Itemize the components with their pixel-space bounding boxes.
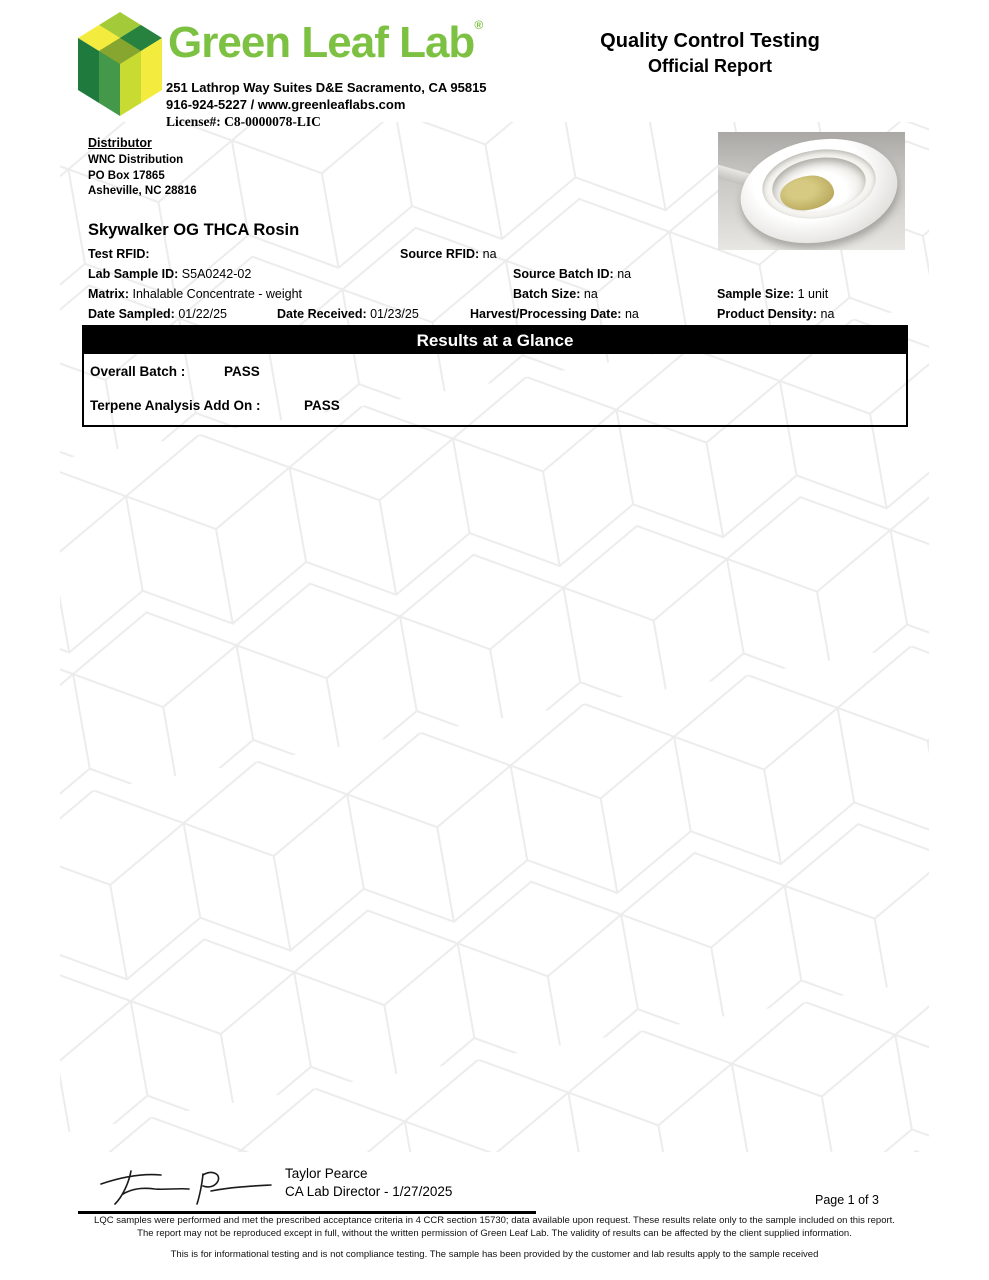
field-lab-sample-id: Lab Sample ID: S5A0242-02 (88, 267, 252, 281)
distributor-block (88, 136, 197, 200)
page-number: Page 1 of 3 (815, 1193, 879, 1207)
sample-photo (718, 132, 905, 250)
report-title (545, 28, 875, 78)
signatory-title: CA Lab Director - 1/27/2025 (285, 1184, 453, 1199)
terpene-addon-result: PASS (304, 398, 340, 413)
results-header-bar: Results at a Glance (84, 327, 906, 354)
registered-mark: ® (474, 18, 484, 32)
distributor-address1: PO Box 17865 (88, 169, 165, 182)
field-date-received: Date Received: 01/23/25 (277, 307, 419, 321)
terpene-addon-label: Terpene Analysis Add On : (90, 398, 261, 413)
field-source-batch-id: Source Batch ID: na (513, 267, 632, 281)
field-harvest-date: Harvest/Processing Date: na (470, 307, 639, 321)
disclaimer-block (60, 1215, 929, 1262)
greenleaf-cubes-logo-icon (78, 12, 162, 116)
lab-address-block (166, 79, 487, 130)
disclaimer-line1: LQC samples were performed and met the prescribed acceptance criteria in 4 CCR section 15730; data available upon request. These results relate only to the sample included on this report. (94, 1215, 895, 1226)
overall-batch-result: PASS (224, 364, 260, 379)
field-test-rfid: Test RFID: (88, 247, 150, 261)
field-batch-size: Batch Size: na (513, 287, 598, 301)
report-title-line1: Quality Control Testing (600, 30, 820, 52)
results-box (82, 325, 908, 427)
signatory-name: Taylor Pearce (285, 1166, 368, 1181)
lab-license: License#: C8-0000078-LIC (166, 114, 321, 129)
field-product-density: Product Density: na (717, 307, 835, 321)
brand-text: Green Leaf Lab (168, 18, 475, 67)
report-title-line2: Official Report (647, 56, 772, 76)
signatory-block (285, 1165, 452, 1201)
field-source-rfid: Source RFID: na (400, 247, 497, 261)
signature-rule (78, 1211, 536, 1214)
field-date-sampled: Date Sampled: 01/22/25 (88, 307, 227, 321)
distributor-address2: Asheville, NC 28816 (88, 185, 197, 197)
lab-address-line1: 251 Lathrop Way Suites D&E Sacramento, CA 95815 (166, 80, 487, 95)
disclaimer-line2: The report may not be reproduced except in full, without the written permission of Green Leaf Lab. The validity of results can be affected by the client supplied information. (137, 1227, 852, 1239)
lab-address-line2: 916-924-5227 / www.greenleaflabs.com (166, 97, 406, 112)
field-matrix: Matrix: Inhalable Concentrate - weight (88, 287, 303, 301)
product-name: Skywalker OG THCA Rosin (88, 221, 300, 239)
distributor-heading: Distributor (88, 136, 152, 150)
brand-wordmark (168, 18, 483, 68)
field-sample-size: Sample Size: 1 unit (717, 287, 829, 301)
distributor-name: WNC Distribution (88, 154, 184, 166)
disclaimer-line3: This is for informational testing and is not compliance testing. The sample has been provided by the customer and lab results apply to the sample received (170, 1249, 819, 1260)
overall-batch-label: Overall Batch : (90, 364, 186, 379)
signature (95, 1158, 275, 1208)
